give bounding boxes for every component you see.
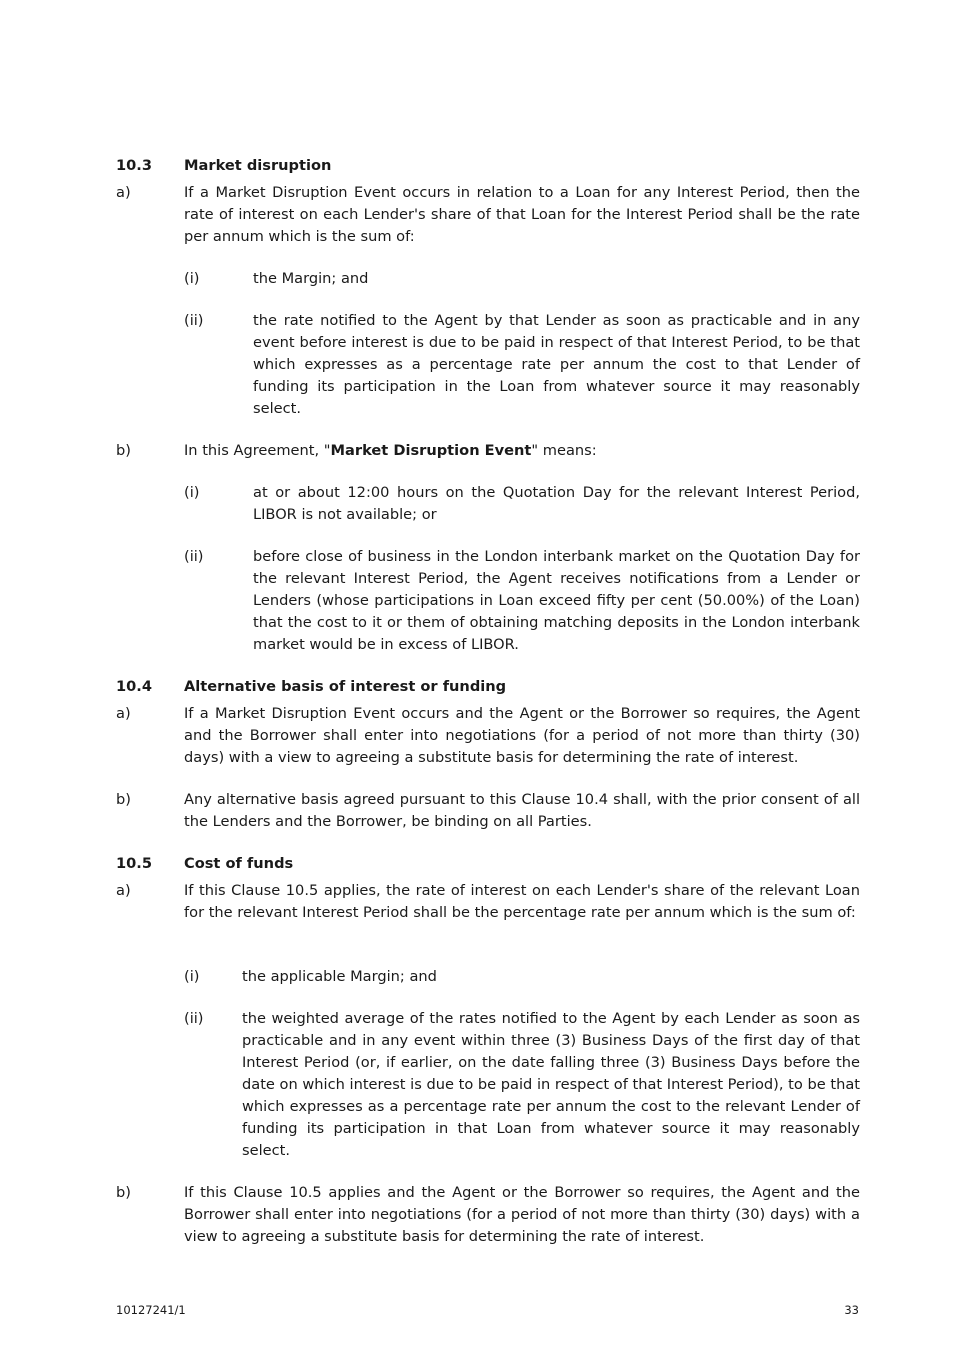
clause-10-3-a-i — [184, 268, 860, 290]
subclause-label: (ii) — [184, 1010, 204, 1027]
subclause-text: the Margin; and — [253, 270, 369, 287]
section-title: Market disruption — [184, 157, 332, 174]
clause-10-3-a-ii — [184, 310, 860, 420]
clause-10-5-b — [116, 1182, 860, 1248]
subclause-text: at or about 12:00 hours on the Quotation Day for the relevant Interest Period, LIBOR is not available; or — [253, 484, 860, 523]
subclause-label: (i) — [184, 270, 200, 287]
clause-text: In this Agreement, "Market Disruption Event" means: — [184, 442, 597, 459]
section-number: 10.3 — [116, 157, 153, 174]
subclause-label: (i) — [184, 968, 200, 985]
clause-10-3-a — [116, 182, 860, 248]
clause-label: b) — [116, 442, 131, 459]
section-number: 10.4 — [116, 678, 153, 695]
subclause-text: the rate notified to the Agent by that Lender as soon as practicable and in any event before interest is due to be paid in respect of that Interest Period, to be that which expresses as a percentage rate per annum the cost to that Lender of funding its participation in the Loan from whatever source it may reasonably select. — [253, 312, 860, 417]
clause-10-3-b-ii — [184, 546, 860, 656]
clause-label: a) — [116, 882, 131, 899]
clause-10-3-b — [116, 440, 860, 462]
clause-10-5-a-i — [184, 966, 860, 988]
clause-text: If a Market Disruption Event occurs in relation to a Loan for any Interest Period, then the rate of interest on each Lender's share of that Loan for the Interest Period shall be the rate per annum which is the sum of: — [184, 184, 860, 245]
clause-10-5-a — [116, 880, 860, 924]
section-title: Cost of funds — [184, 855, 294, 872]
subclause-label: (ii) — [184, 548, 204, 565]
clause-10-4-a — [116, 703, 860, 769]
clause-10-4-b — [116, 789, 860, 833]
clause-text: If this Clause 10.5 applies, the rate of interest on each Lender's share of the relevant Loan for the relevant Interest Period shall be the percentage rate per annum which is the sum of: — [184, 882, 860, 921]
subclause-text: the applicable Margin; and — [242, 968, 437, 985]
clause-10-3-b-i — [184, 482, 860, 526]
clause-label: a) — [116, 184, 131, 201]
subclause-label: (i) — [184, 484, 200, 501]
section-number: 10.5 — [116, 855, 153, 872]
clause-label: b) — [116, 791, 131, 808]
clause-label: a) — [116, 705, 131, 722]
clause-10-5-a-ii — [184, 1008, 860, 1162]
defined-term: Market Disruption Event — [330, 442, 532, 459]
document-reference: 10127241/1 — [116, 1303, 186, 1317]
clause-text: Any alternative basis agreed pursuant to this Clause 10.4 shall, with the prior consent of all the Lenders and the Borrower, be binding on all Parties. — [184, 791, 860, 830]
clause-label: b) — [116, 1184, 131, 1201]
subclause-text: before close of business in the London interbank market on the Quotation Day for the relevant Interest Period, the Agent receives notifications from a Lender or Lenders (whose participations in Loan exceed fifty per cent (50.00%) of the Loan) that the cost to it or them of obtaining matching deposits in the London interbank market would be in excess of LIBOR. — [253, 548, 860, 653]
clause-text: If this Clause 10.5 applies and the Agent or the Borrower so requires, the Agent and the Borrower shall enter into negotiations (for a period of not more than thirty (30) days) with a view to agreeing a substitute basis for determining the rate of interest. — [184, 1184, 860, 1245]
subclause-label: (ii) — [184, 312, 204, 329]
page-number: 33 — [844, 1303, 859, 1317]
subclause-text: the weighted average of the rates notified to the Agent by each Lender as soon as practicable and in any event within three (3) Business Days of the first day of that Interest Period (or, if earlier, on the date falling three (3) Business Days before the date on which interest is due to be paid in respect of that Interest Period), to be that which expresses as a percentage rate per annum the cost to the relevant Lender of funding its participation in that Loan from whatever source it may reasonably select. — [242, 1010, 860, 1159]
clause-text: If a Market Disruption Event occurs and the Agent or the Borrower so requires, the Agent and the Borrower shall enter into negotiations (for a period of not more than thirty (30) days) with a view to agreeing a substitute basis for determining the rate of interest. — [184, 705, 860, 766]
section-title: Alternative basis of interest or funding — [184, 678, 507, 695]
